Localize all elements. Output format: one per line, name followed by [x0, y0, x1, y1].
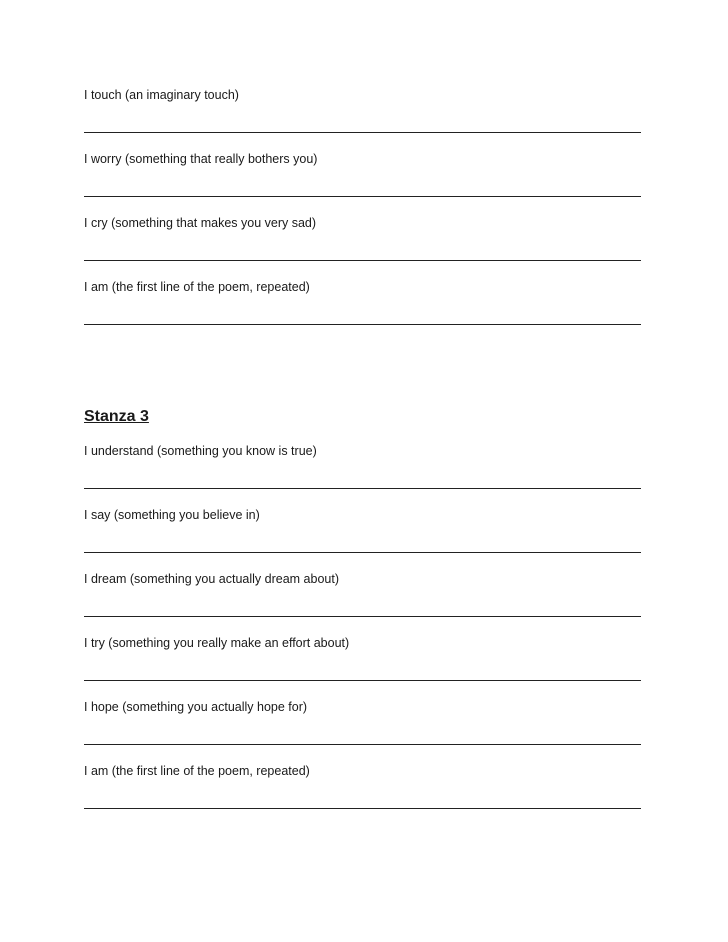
answer-line-touch[interactable] [84, 132, 641, 133]
answer-line-cry[interactable] [84, 260, 641, 261]
answer-line-i-am-stanza3[interactable] [84, 808, 641, 809]
answer-line-understand[interactable] [84, 488, 641, 489]
prompt-i-am-stanza3: I am (the first line of the poem, repeated) [84, 764, 310, 778]
answer-line-hope[interactable] [84, 744, 641, 745]
prompt-touch: I touch (an imaginary touch) [84, 88, 239, 102]
answer-line-i-am-stanza2[interactable] [84, 324, 641, 325]
prompt-say: I say (something you believe in) [84, 508, 260, 522]
prompt-i-am-stanza2: I am (the first line of the poem, repeated) [84, 280, 310, 294]
stanza-3-heading: Stanza 3 [84, 408, 149, 425]
prompt-try: I try (something you really make an effort about) [84, 636, 350, 650]
prompt-hope: I hope (something you actually hope for) [84, 700, 308, 714]
prompt-dream: I dream (something you actually dream about) [84, 572, 339, 586]
prompt-worry: I worry (something that really bothers you) [84, 152, 318, 166]
prompt-cry: I cry (something that makes you very sad) [84, 216, 317, 230]
answer-line-dream[interactable] [84, 616, 641, 617]
answer-line-worry[interactable] [84, 196, 641, 197]
prompt-understand: I understand (something you know is true) [84, 444, 317, 458]
answer-line-try[interactable] [84, 680, 641, 681]
answer-line-say[interactable] [84, 552, 641, 553]
